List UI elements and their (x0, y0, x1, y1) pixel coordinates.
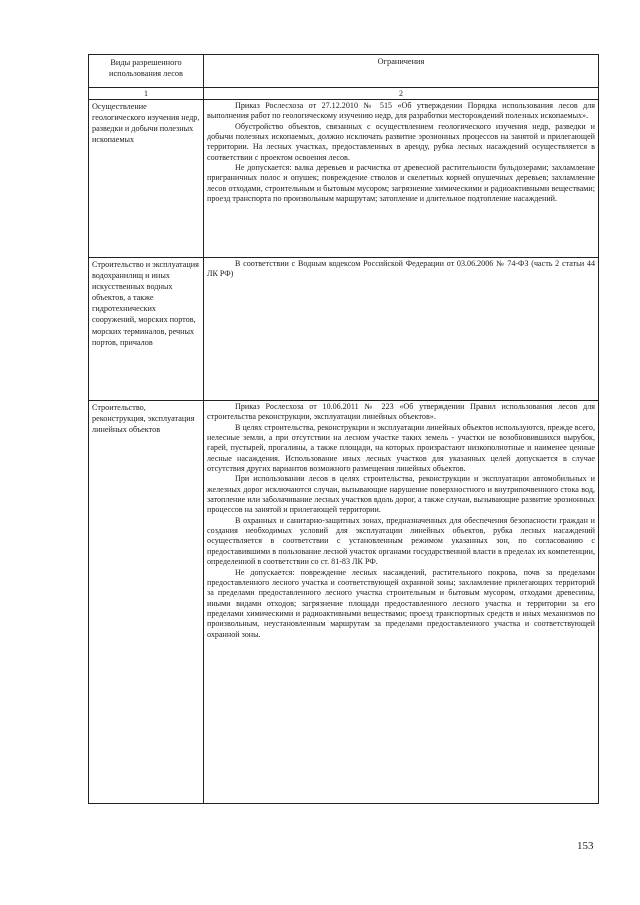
row-kind-geology: Осуществление геологического изучения недр, разведки и добычи полезных ископаемых (89, 100, 204, 258)
table-header-row (89, 55, 599, 88)
paragraph: Приказ Рослесхоза от 27.12.2010 № 515 «Об утверждении Порядка использования лесов для выполнения работ по геологическому изучению недр, для разработки месторождений полезных ископаемых». (207, 101, 595, 121)
paragraph: Не допускается: повреждение лесных насаждений, растительного покрова, почв за пределами предоставленного лесного участка и соответствующей охранной зоны; захламление прилегающих территорий за пределами предоставленного лесного участка строительным и бытовым мусором, отходами древесины, иными видами отходов; загрязнение площади предоставленного лесного участка и территории за его пределами химическими и радиоактивными веществами; проезд транспортных средств и иных механизмов по произвольным, неустановленным маршрутам за пределами предоставленного участка и соответствующей охранной зоны. (207, 567, 595, 639)
row-restrictions-water-objects (204, 258, 599, 401)
restrictions-table (88, 54, 599, 804)
paragraph: Не допускается: валка деревьев и расчистка от древесной растительности бульдозерами; захламление приграничных полос и опушек; повреждение стволов и скелетных корней опушечных деревьев; захламление лесов отходами, строительным и бытовым мусором; загрязнение химическими и радиоактивными веществами; проезд транспорта по произвольным маршрутам; затопление и длительное подтопление насаждений. (207, 163, 595, 204)
column-number-1: 1 (89, 88, 204, 100)
paragraph: Обустройство объектов, связанных с осуществлением геологического изучения недр, разведки и добычи полезных ископаемых, должно исключать развитие эрозионных процессов на занятой и прилегающей территории. На лесных участках, предоставленных в аренду, рубка лесных насаждений осуществляется в соответствии с проектом освоения лесов. (207, 121, 595, 162)
document-page (88, 54, 598, 804)
paragraph: В соответствии с Водным кодексом Российской Федерации от 03.06.2006 № 74-ФЗ (часть 2 статьи 44 ЛК РФ) (207, 259, 595, 279)
row-restrictions-linear-objects (204, 401, 599, 804)
page-number: 153 (577, 840, 594, 852)
header-restrictions: Ограничения (204, 55, 599, 88)
paragraph: В целях строительства, реконструкции и эксплуатации линейных объектов используются, прежде всего, нелесные земли, а при отсутствии на лесном участке таких земель - участки не возобновившихся вырубок, гарей, пустырей, прогалины, а также площади, на которых произрастают низкополнотные и наименее ценные лесные насаждения. Использование иных лесных участков для указанных целей допускается в случае отсутствия других вариантов возможного размещения линейных объектов. (207, 422, 595, 474)
column-number-row (89, 88, 599, 100)
column-number-2: 2 (204, 88, 599, 100)
row-kind-water-objects: Строительство и эксплуатация водохранилищ и иных искусственных водных объектов, а также гидротехнических сооружений, морских портов, морских терминалов, речных портов, причалов (89, 258, 204, 401)
table-row-water-objects (89, 258, 599, 401)
paragraph: В охранных и санитарно-защитных зонах, предназначенных для обеспечения безопасности граждан и создания необходимых условий для эксплуатации линейных объектов, рубка лесных насаждений осуществляется в соответствии с установленным режимом указанных зон, по согласованию с предоставившими в пользование лесной участок органами государственной власти в пределах их компетенции, определенной в соответствии со ст. 81-83 ЛК РФ. (207, 515, 595, 567)
row-kind-linear-objects: Строительство, реконструкция, эксплуатация линейных объектов (89, 401, 204, 804)
paragraph: Приказ Рослесхоза от 10.06.2011 № 223 «Об утверждении Правил использования лесов для строительства реконструкции, эксплуатации линейных объектов». (207, 402, 595, 422)
row-restrictions-geology (204, 100, 599, 258)
header-forest-use-types: Виды разрешенного использования лесов (89, 55, 204, 88)
table-row-geology (89, 100, 599, 258)
table-row-linear-objects (89, 401, 599, 804)
paragraph: При использовании лесов в целях строительства, реконструкции и эксплуатации автомобильных и железных дорог исключаются случаи, вызывающие нарушение поверхностного и внутрипочвенного стока вод, затопление или заболачивание лесных участков вдоль дорог, а также случаи, вызывающие развитие эрозионных процессов на занятой и прилегающей территории. (207, 474, 595, 515)
